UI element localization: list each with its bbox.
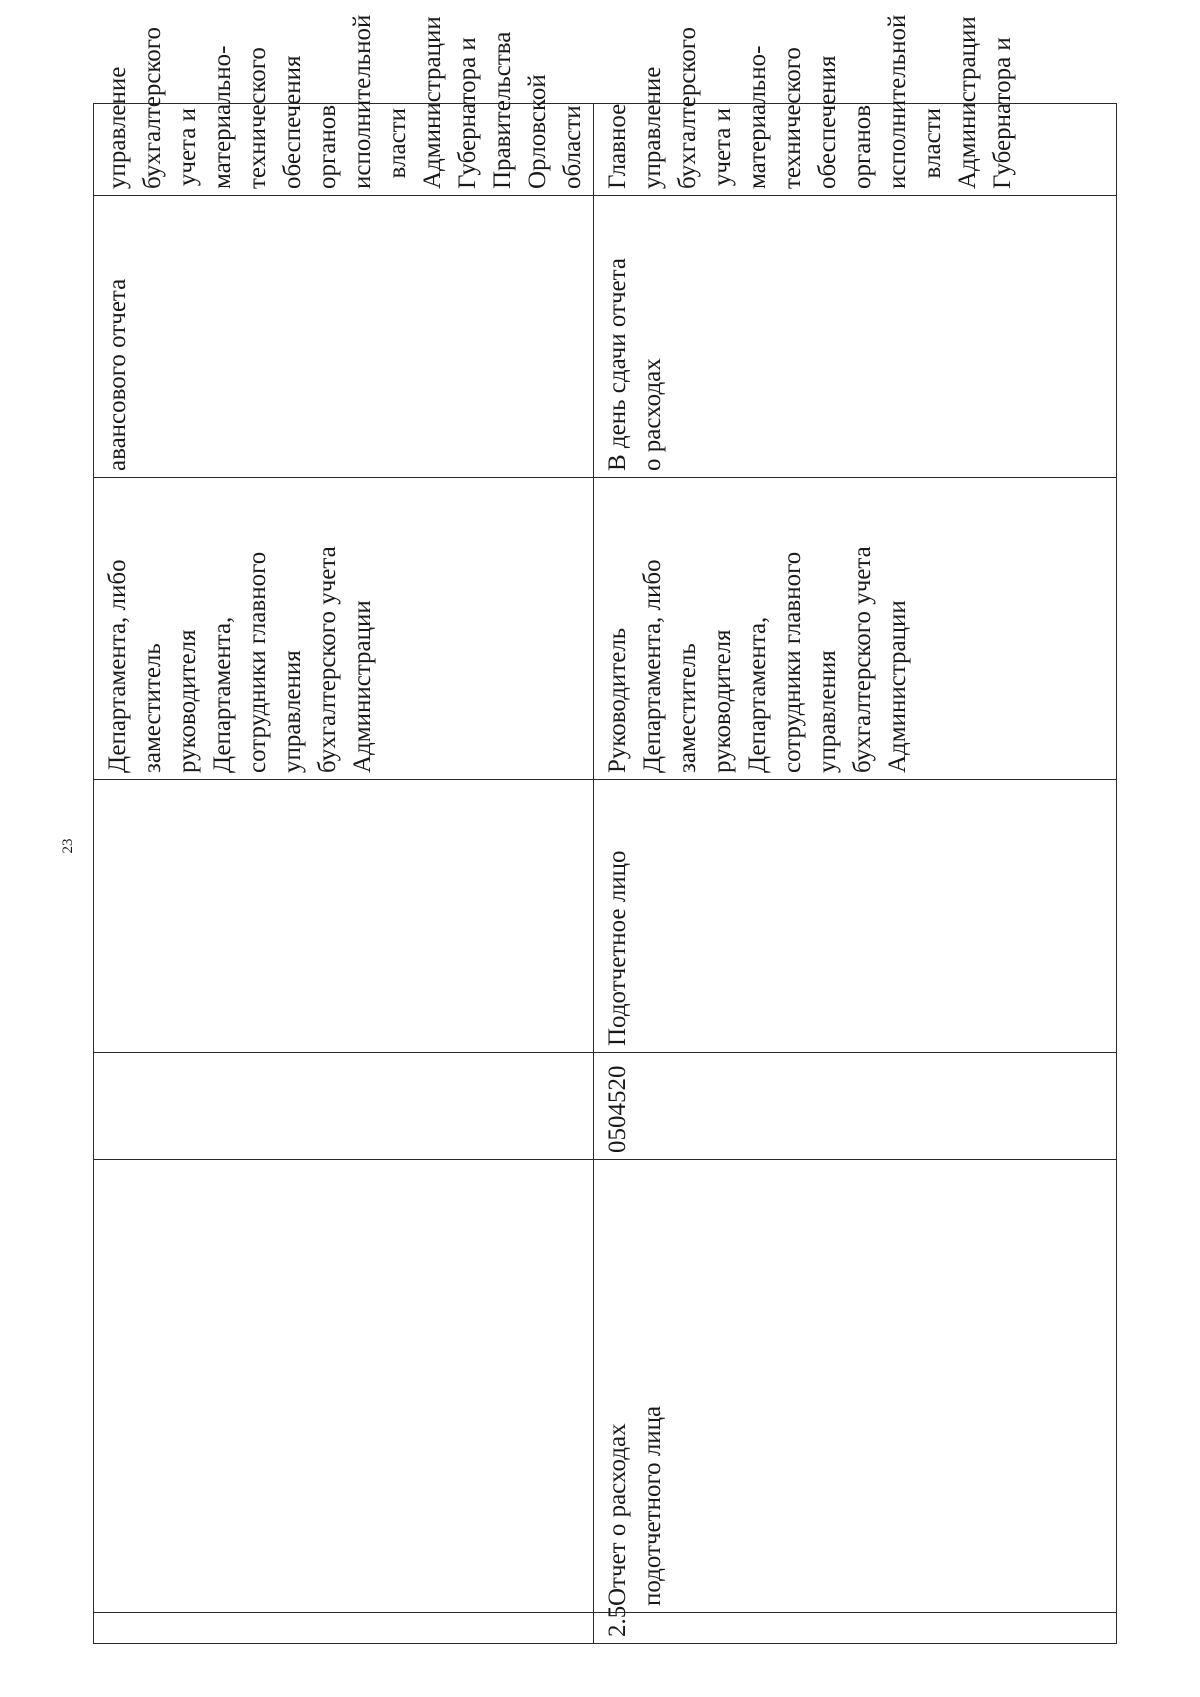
- cell-text-line: Администрации: [954, 16, 981, 189]
- cell-text-line: Департамента, либо: [639, 559, 666, 773]
- page-number: 23: [60, 838, 76, 854]
- cell-text-line: Орловской: [524, 74, 551, 189]
- cell-document-empty: [94, 1160, 594, 1613]
- cell-text-line: Администрации: [884, 600, 911, 773]
- cell-text-line: подотчетного лица: [639, 1405, 666, 1606]
- cell-text-line: исполнительной: [349, 14, 376, 189]
- cell-text-line: заместитель: [139, 643, 166, 773]
- cell-text-line: руководителя: [174, 629, 201, 773]
- cell-text-line: области: [559, 105, 586, 189]
- cell-text-line: руководителя: [709, 629, 736, 773]
- cell-text-line: Губернатора и: [454, 37, 481, 189]
- cell-text-line: технического: [779, 47, 806, 189]
- cell-text-line: Департамента,: [744, 616, 771, 773]
- document-table: [93, 14, 1117, 1644]
- cell-row-number: 2.5: [594, 1613, 1117, 1644]
- cell-text-line: Департамента, либо: [104, 559, 131, 773]
- cell-text-line: Руководитель: [604, 627, 631, 773]
- cell-text-line: обеспечения: [814, 55, 841, 189]
- cell-text-line: материально-: [209, 45, 236, 189]
- cell-text-line: управления: [279, 650, 306, 773]
- table-row-2-5: [594, 104, 1117, 1644]
- cell-text-line: управления: [814, 650, 841, 773]
- cell-text-line: учета и: [174, 108, 201, 187]
- cell-recipient: [594, 14, 1117, 196]
- cell-form-code-empty: [94, 1053, 594, 1160]
- cell-text-line: власти: [384, 108, 411, 179]
- cell-recipient-continued: [94, 14, 594, 196]
- cell-text-line: бухгалтерского: [139, 27, 166, 189]
- cell-text-line: Администрации: [349, 600, 376, 773]
- cell-text-line: обеспечения: [279, 55, 306, 189]
- cell-text-line: бухгалтерского: [674, 27, 701, 189]
- cell-text-line: Губернатора и: [989, 37, 1016, 189]
- table-row-continued: [94, 104, 594, 1644]
- cell-text-line: сотрудники главного: [244, 551, 271, 773]
- cell-text-line: Правительства: [489, 31, 516, 189]
- cell-text-line: Администрации: [419, 16, 446, 189]
- cell-text-line: органов: [849, 104, 876, 189]
- cell-text-line: материально-: [744, 45, 771, 189]
- cell-form-code: 0504520: [594, 1053, 1117, 1160]
- cell-text-line: учета и: [709, 108, 736, 187]
- cell-responsible: [594, 478, 1117, 780]
- cell-text-line: управление: [104, 66, 131, 189]
- cell-text-line: бухгалтерского учета: [849, 546, 876, 773]
- cell-text-line: заместитель: [674, 643, 701, 773]
- cell-document-name: [594, 1160, 1117, 1613]
- cell-text-line: технического: [244, 47, 271, 189]
- cell-text-line: управление: [639, 66, 666, 189]
- cell-text-line: о расходах: [639, 358, 666, 471]
- cell-deadline-continued: [94, 196, 594, 478]
- cell-preparer-empty: [94, 780, 594, 1053]
- cell-text-line: Отчет о расходах: [604, 1423, 631, 1606]
- cell-text-line: власти: [919, 108, 946, 179]
- cell-text-line: бухгалтерского учета: [314, 546, 341, 773]
- cell-responsible-continued: [94, 478, 594, 780]
- cell-text-line: Главное: [604, 103, 631, 189]
- cell-text-line: органов: [314, 104, 341, 189]
- cell-text-line: авансового отчета: [104, 278, 131, 471]
- cell-text-line: Департамента,: [209, 616, 236, 773]
- cell-text-line: В день сдачи отчета: [604, 258, 631, 471]
- rotated-table-container: [93, 14, 1116, 1644]
- cell-number-empty: [94, 1613, 594, 1644]
- cell-deadline: [594, 196, 1117, 478]
- cell-text-line: сотрудники главного: [779, 551, 806, 773]
- cell-text-line: исполнительной: [884, 14, 911, 189]
- cell-preparer: Подотчетное лицо: [594, 780, 1117, 1053]
